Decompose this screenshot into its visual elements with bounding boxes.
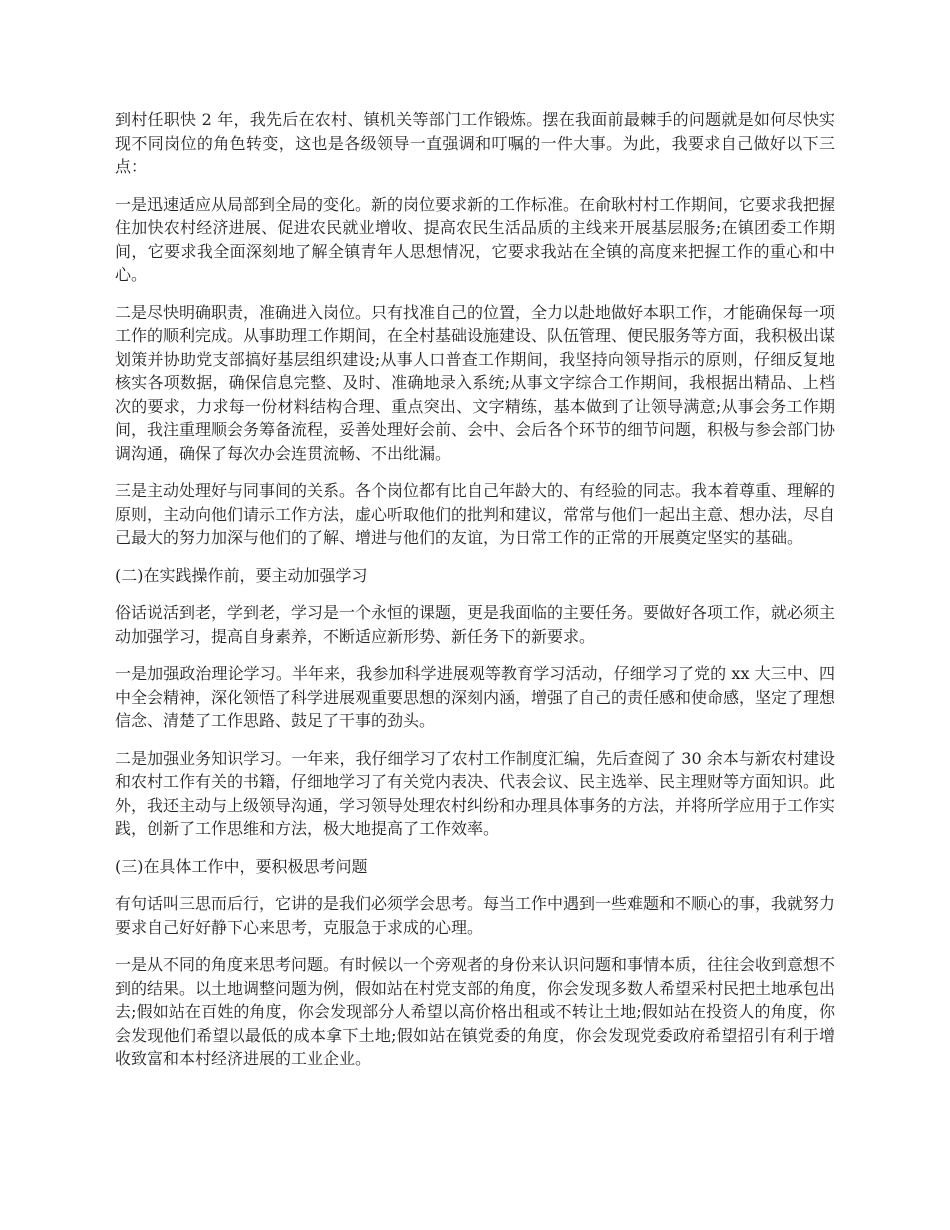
paragraph-point-one: 一是迅速适应从局部到全局的变化。新的岗位要求新的工作标准。在俞耿村村工作期间，它要求我把握住加快农村经济进展、促进农民就业增收、提高农民生活品质的主线来开展基层服务;在镇团委工作期间，它要求我全面深刻地了解全镇青年人思想情况，它要求我站在全镇的高度来把握工作的重心和中心。 bbox=[115, 194, 836, 284]
paragraph-thinking-intro: 有句话叫三思而后行，它讲的是我们必须学会思考。每当工作中遇到一些难题和不顺心的事，我就努力要求自己好好静下心来思考，克服急于求成的心理。 bbox=[115, 894, 836, 937]
paragraph-different-angles: 一是从不同的角度来思考问题。有时候以一个旁观者的身份来认识问题和事情本质，往往会收到意想不到的结果。以土地调整问题为例，假如站在村党支部的角度，你会发现多数人希望采村民把土地承包出去;假如站在百姓的角度，你会发现部分人希望以高价格出租或不转让土地;假如站在投资人的角度，你会发现他们希望以最低的成本拿下土地;假如站在镇党委的角度，你会发现党委政府希望招引有利于增收致富和本村经济进展的工业企业。 bbox=[115, 955, 836, 1068]
paragraph-learning-intro: 俗话说活到老，学到老，学习是一个永恒的课题，更是我面临的主要任务。要做好各项工作，就必须主动加强学习，提高自身素养，不断适应新形势、新任务下的新要求。 bbox=[115, 603, 836, 646]
paragraph-political-study: 一是加强政治理论学习。半年来，我参加科学进展观等教育学习活动，仔细学习了党的 xx 大三中、四中全会精神，深化领悟了科学进展观重要思想的深刻内涵，增强了自己的责任感和使命感，坚定了理想信念、清楚了工作思路、鼓足了干事的劲头。 bbox=[115, 664, 836, 730]
paragraph-intro: 到村任职快 2 年，我先后在农村、镇机关等部门工作锻炼。摆在我面前最棘手的问题就是如何尽快实现不同岗位的角色转变，这也是各级领导一直强调和叮嘱的一件大事。为此，我要求自己做好以下三点： bbox=[115, 110, 835, 176]
paragraph-point-three: 三是主动处理好与同事间的关系。各个岗位都有比自己年龄大的、有经验的同志。我本着尊重、理解的原则，主动向他们请示工作方法，虚心听取他们的批判和建议，常常与他们一起出主意、想办法，尽自己最大的努力加深与他们的了解、增进与他们的友谊，为日常工作的正常的开展奠定坚实的基础。 bbox=[115, 481, 836, 547]
paragraph-point-two: 二是尽快明确职责，准确进入岗位。只有找准自己的位置，全力以赴地做好本职工作，才能确保每一项工作的顺利完成。从事助理工作期间，在全村基础设施建设、队伍管理、便民服务等方面，我积极出谋划策并协助党支部搞好基层组织建设;从事人口普查工作期间，我坚持向领导指示的原则，仔细反复地核实各项数据，确保信息完整、及时、准确地录入系统;从事文字综合工作期间，我根据出精品、上档次的要求，力求每一份材料结构合理、重点突出、文字精练，基本做到了让领导满意;从事会务工作期间，我注重理顺会务筹备流程，妥善处理好会前、会中、会后各个环节的细节问题，积极与参会部门协调沟通，确保了每次办会连贯流畅、不出纰漏。 bbox=[115, 302, 836, 463]
paragraph-business-study: 二是加强业务知识学习。一年来，我仔细学习了农村工作制度汇编，先后查阅了 30 余本与新农村建设和农村工作有关的书籍，仔细地学习了有关党内表决、代表会议、民主选举、民主理财等方面知识。此外，我还主动与上级领导沟通，学习领导处理农村纠纷和办理具体事务的方法，并将所学应用于工作实践，创新了工作思维和方法，极大地提高了工作效率。 bbox=[115, 748, 836, 838]
section-heading-two: (二)在实践操作前，要主动加强学习 bbox=[115, 565, 368, 585]
section-heading-three: (三)在具体工作中，要积极思考问题 bbox=[115, 856, 368, 876]
